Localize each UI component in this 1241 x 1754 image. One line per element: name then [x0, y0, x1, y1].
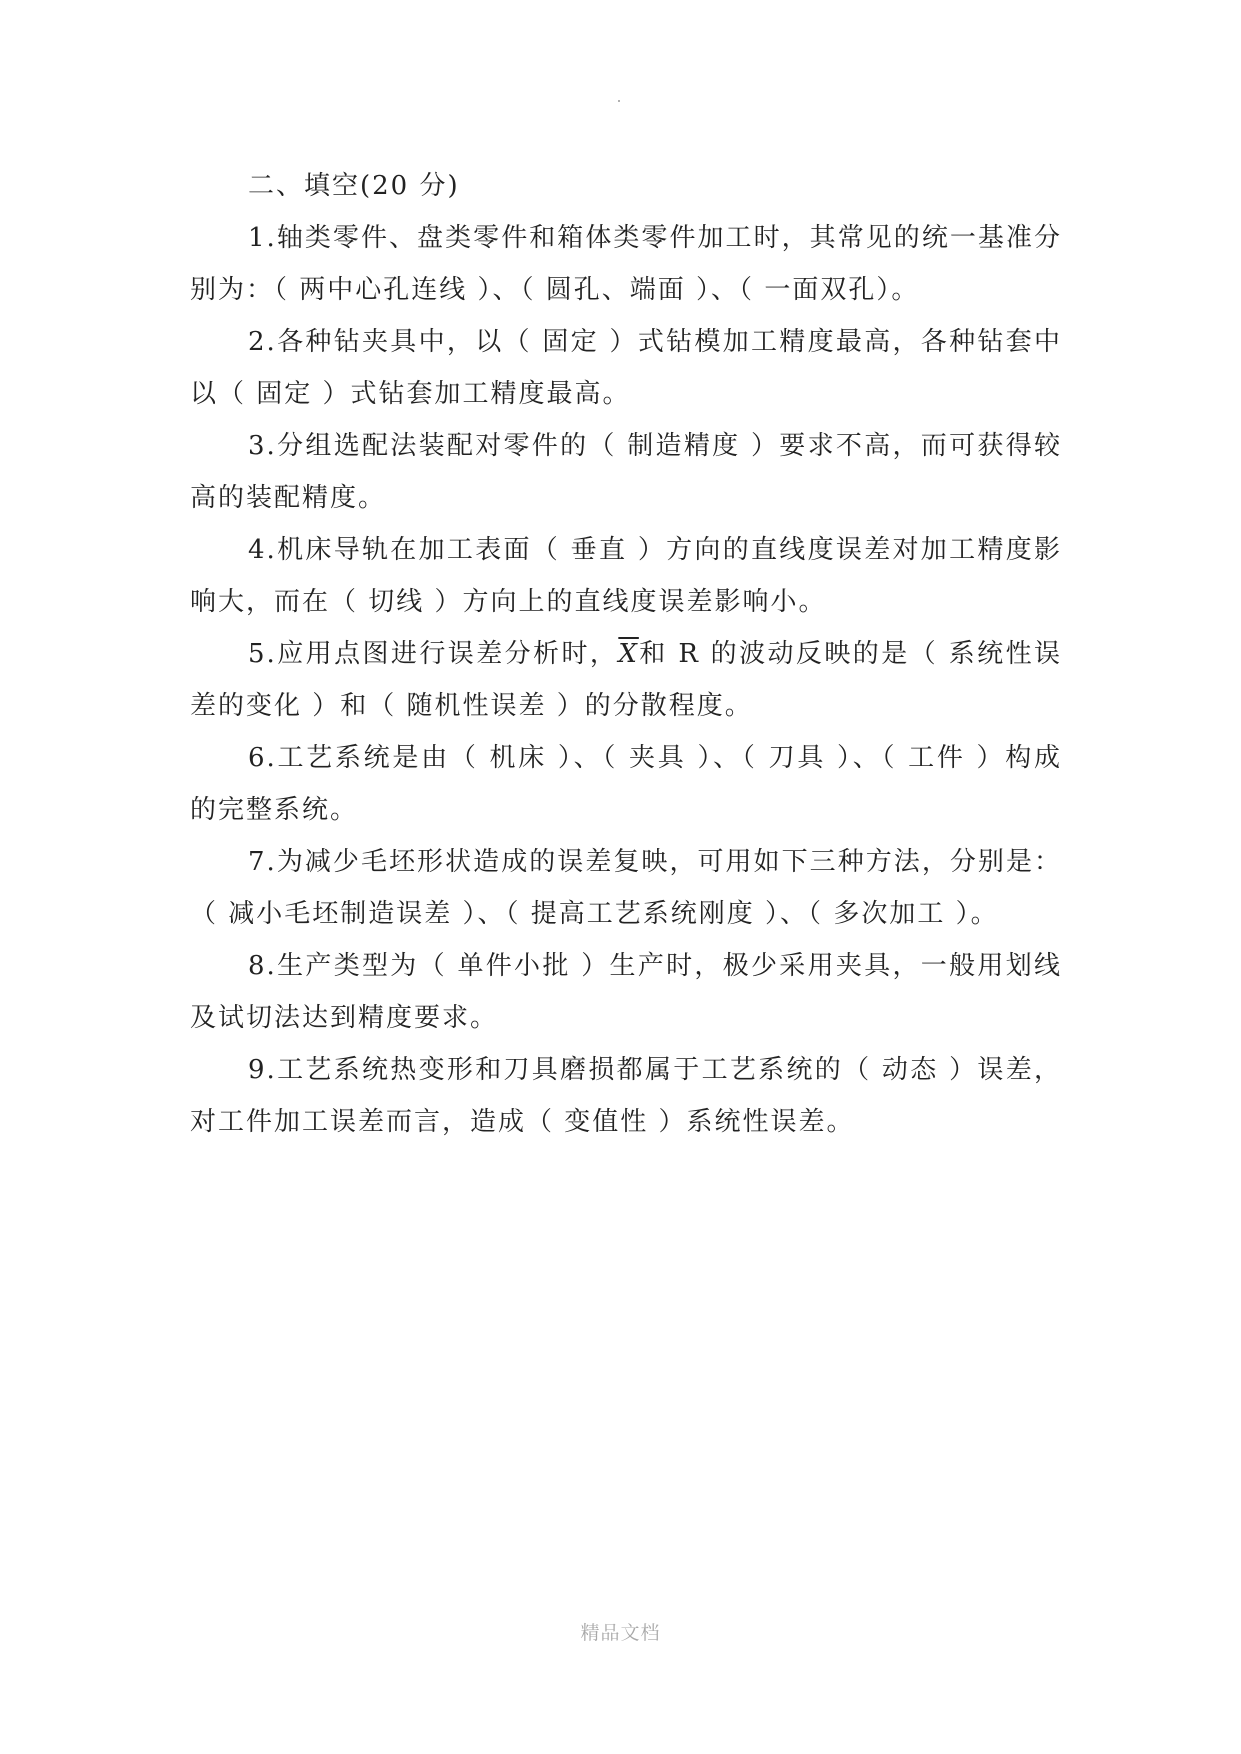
page-footer: 精品文档 — [580, 1622, 661, 1644]
x-bar-symbol: $\overline{X}$ — [618, 639, 639, 669]
question-5 — [190, 628, 1062, 732]
question-6: 6.工艺系统是由（ 机床 ）、（ 夹具 ）、（ 刀具 ）、（ 工件 ）构成的完整系统。 — [190, 743, 1062, 825]
section-heading: 二、填空(20 分) — [248, 171, 460, 201]
question-3: 3.分组选配法装配对零件的（ 制造精度 ）要求不高，而可获得较高的装配精度。 — [190, 431, 1062, 513]
question-5-prefix: 5.应用点图进行误差分析时， — [248, 639, 619, 669]
question-7: 7.为减少毛坯形状造成的误差复映，可用如下三种方法，分别是：（ 减小毛坯制造误差 ）、（ 提高工艺系统刚度 ）、（ 多次加工 ）。 — [190, 847, 1062, 929]
question-5-suffix: 和 R 的波动反映的是（ 系统性误差的变化 ）和（ 随机性误差 ）的分散程度。 — [190, 639, 1062, 721]
document-body — [190, 160, 1062, 1148]
page-marker-dot — [618, 100, 620, 102]
question-8: 8.生产类型为（ 单件小批 ）生产时，极少采用夹具，一般用划线及试切法达到精度要求。 — [190, 951, 1062, 1033]
question-1: 1.轴类零件、盘类零件和箱体类零件加工时，其常见的统一基准分别为：（ 两中心孔连线 ）、（ 圆孔、端面 ）、（ 一面双孔）。 — [190, 223, 1062, 305]
question-2: 2.各种钻夹具中，以（ 固定 ）式钻模加工精度最高，各种钻套中以（ 固定 ）式钻套加工精度最高。 — [190, 327, 1062, 409]
question-9: 9.工艺系统热变形和刀具磨损都属于工艺系统的（ 动态 ）误差，对工件加工误差而言，造成（ 变值性 ）系统性误差。 — [190, 1055, 1062, 1137]
question-4: 4.机床导轨在加工表面（ 垂直 ）方向的直线度误差对加工精度影响大，而在（ 切线 ）方向上的直线度误差影响小。 — [190, 535, 1062, 617]
